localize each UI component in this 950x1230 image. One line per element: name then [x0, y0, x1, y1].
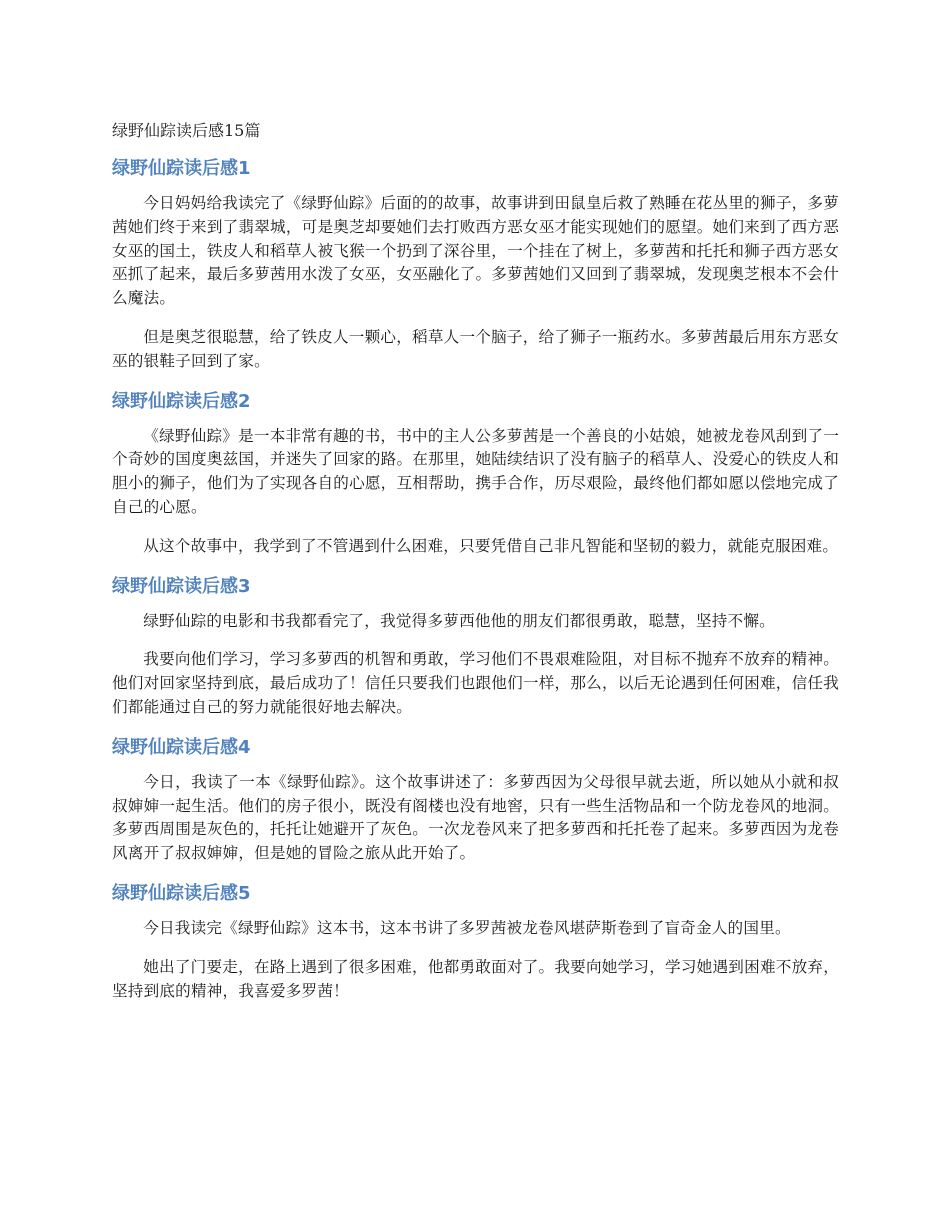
paragraph: 我要向他们学习，学习多萝西的机智和勇敢，学习他们不畏艰难险阻，对目标不抛弃不放弃的精神。他们对回家坚持到底，最后成功了！信任只要我们也跟他们一样，那么，以后无论遇到任何困难，信任我们都能通过自己的努力就能很好地去解决。	[112, 650, 839, 716]
paragraph: 绿野仙踪的电影和书我都看完了，我觉得多萝西他他的朋友们都很勇敢，聪慧，坚持不懈。	[143, 611, 775, 630]
section-1	[112, 156, 839, 374]
paragraph: 《绿野仙踪》是一本非常有趣的书，书中的主人公多萝茜是一个善良的小姑娘，她被龙卷风刮到了一个奇妙的国度奥兹国，并迷失了回家的路。在那里，她陆续结识了没有脑子的稻草人、没爱心的铁皮人和胆小的狮子，他们为了实现各自的心愿，互相帮助，携手合作，历尽艰险，最终他们都如愿以偿地完成了自己的心愿。	[112, 426, 839, 516]
section-heading: 绿野仙踪读后感3	[112, 575, 251, 597]
section-heading: 绿野仙踪读后感4	[112, 736, 251, 758]
paragraph: 今日我读完《绿野仙踪》这本书，这本书讲了多罗茜被龙卷风堪萨斯卷到了盲奇金人的国里。	[143, 918, 791, 937]
section-4	[112, 735, 839, 866]
paragraph: 她出了门要走，在路上遇到了很多困难，他都勇敢面对了。我要向她学习，学习她遇到困难不放弃，坚持到底的精神，我喜爱多罗茜！	[112, 957, 839, 1000]
paragraph: 今日，我读了一本《绿野仙踪》。这个故事讲述了：多萝西因为父母很早就去逝，所以她从小就和叔叔婶婶一起生活。他们的房子很小，既没有阁楼也没有地窖，只有一些生活物品和一个防龙卷风的地洞。多萝西周围是灰色的，托托让她避开了灰色。一次龙卷风来了把多萝西和托托卷了起来。多萝西因为龙卷风离开了叔叔婶婶，但是她的冒险之旅从此开始了。	[112, 772, 839, 863]
section-heading: 绿野仙踪读后感1	[112, 158, 251, 179]
section-2	[112, 389, 839, 559]
section-5	[112, 881, 839, 1003]
document-title: 绿野仙踪读后感15篇	[112, 121, 261, 140]
section-heading: 绿野仙踪读后感5	[112, 882, 251, 904]
document-page	[112, 118, 839, 1018]
paragraph: 从这个故事中，我学到了不管遇到什么困难，只要凭借自己非凡智能和坚韧的毅力，就能克服困难。	[143, 536, 839, 555]
paragraph: 但是奥芝很聪慧，给了铁皮人一颗心，稻草人一个脑子，给了狮子一瓶药水。多萝茜最后用东方恶女巫的银鞋子回到了家。	[112, 327, 839, 370]
section-heading: 绿野仙踪读后感2	[112, 390, 251, 412]
paragraph: 今日妈妈给我读完了《绿野仙踪》后面的的故事，故事讲到田鼠皇后救了熟睡在花丛里的狮子，多萝茜她们终于来到了翡翠城，可是奥芝却要她们去打败西方恶女巫才能实现她们的愿望。她们来到了西方恶女巫的国土，铁皮人和稻草人被飞猴一个扔到了深谷里，一个挂在了树上，多萝茜和托托和狮子西方恶女巫抓了起来，最后多萝茜用水泼了女巫，女巫融化了。多萝茜她们又回到了翡翠城，发现奥芝根本不会什么魔法。	[112, 194, 839, 308]
section-3	[112, 574, 839, 720]
